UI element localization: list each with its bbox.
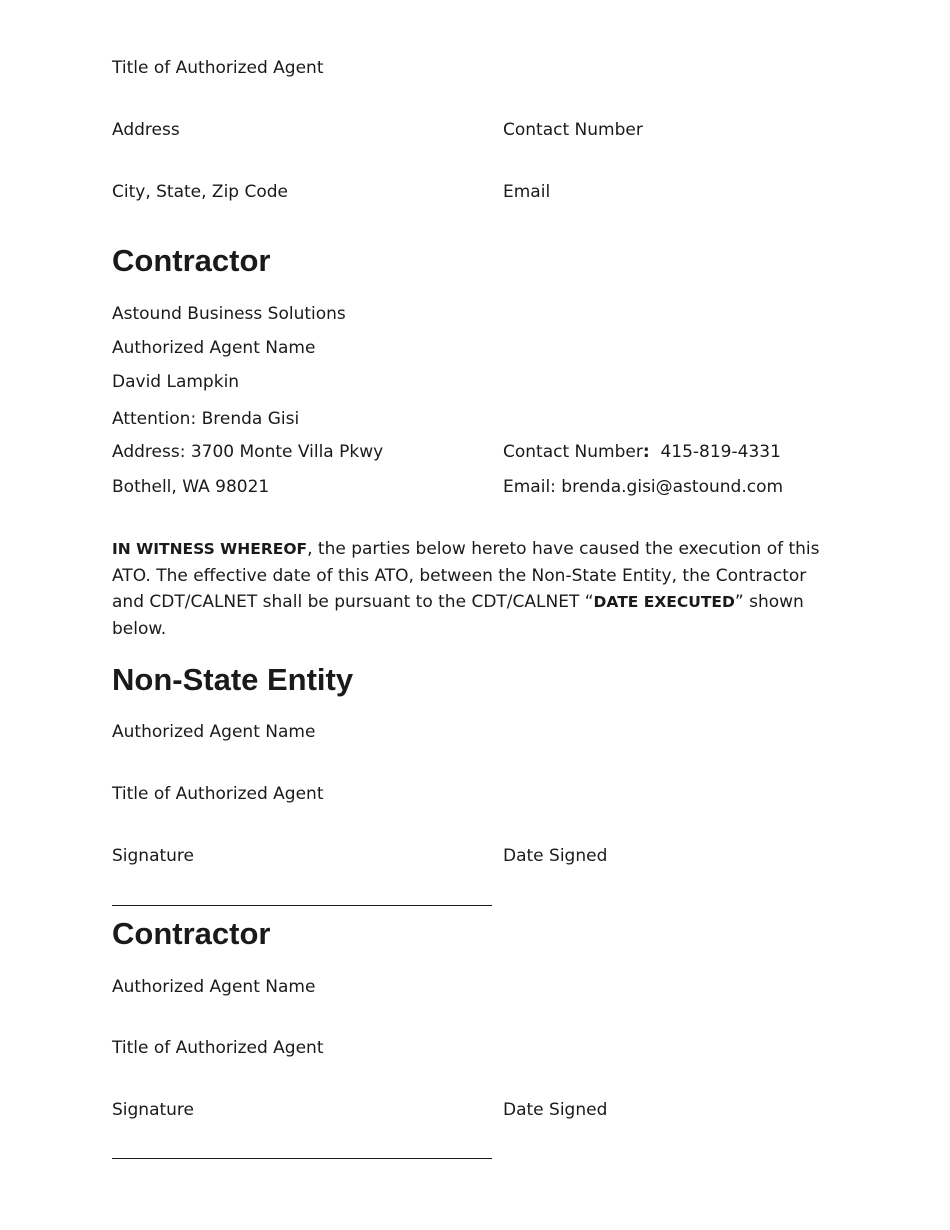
contact-number-label: Contact Number bbox=[503, 120, 643, 140]
contractor-city: Bothell, WA 98021 bbox=[112, 477, 270, 497]
nse-title-label: Title of Authorized Agent bbox=[112, 784, 324, 804]
nse-signature-label: Signature bbox=[112, 846, 195, 866]
contact-separator: : bbox=[642, 442, 650, 462]
contractor-sign-title-label: Title of Authorized Agent bbox=[112, 1038, 324, 1058]
witness-text-2: ” shown below. bbox=[112, 592, 804, 639]
contractor-heading: Contractor bbox=[112, 243, 271, 278]
contact-number-value: 415-819-4331 bbox=[649, 442, 781, 462]
contractor-attention: Attention: Brenda Gisi bbox=[112, 409, 300, 429]
title-of-agent-label: Title of Authorized Agent bbox=[112, 58, 324, 78]
nse-signature-line bbox=[112, 905, 492, 906]
contractor-contact-number bbox=[503, 442, 781, 462]
contractor-agent-name: David Lampkin bbox=[112, 372, 240, 392]
witness-paragraph bbox=[112, 536, 832, 642]
contractor-email: Email: brenda.gisi@astound.com bbox=[503, 477, 784, 497]
contractor-sign-heading: Contractor bbox=[112, 916, 271, 951]
witness-bold-lead: IN WITNESS WHEREOF bbox=[112, 540, 308, 558]
address-label: Address bbox=[112, 120, 180, 140]
contact-number-label: Contact Number bbox=[503, 442, 643, 462]
nse-agent-label: Authorized Agent Name bbox=[112, 722, 316, 742]
contractor-signature-line bbox=[112, 1158, 492, 1159]
contractor-company: Astound Business Solutions bbox=[112, 304, 346, 324]
city-state-zip-label: City, State, Zip Code bbox=[112, 182, 289, 202]
contractor-address: Address: 3700 Monte Villa Pkwy bbox=[112, 442, 384, 462]
contractor-sign-date-label: Date Signed bbox=[503, 1100, 608, 1120]
non-state-entity-heading: Non-State Entity bbox=[112, 662, 354, 697]
nse-date-signed-label: Date Signed bbox=[503, 846, 608, 866]
contractor-agent-label: Authorized Agent Name bbox=[112, 338, 316, 358]
contractor-sign-agent-label: Authorized Agent Name bbox=[112, 977, 316, 997]
contractor-sign-signature-label: Signature bbox=[112, 1100, 195, 1120]
witness-bold-date-executed: DATE EXECUTED bbox=[593, 593, 735, 611]
email-label: Email bbox=[503, 182, 551, 202]
witness-text-1: , the parties below hereto have caused the execution of this ATO. The effective date of this ATO, between the Non-State Entity, the Contractor and CDT/CALNET shall be pursuant to the CDT/CALNET “ bbox=[112, 539, 820, 612]
